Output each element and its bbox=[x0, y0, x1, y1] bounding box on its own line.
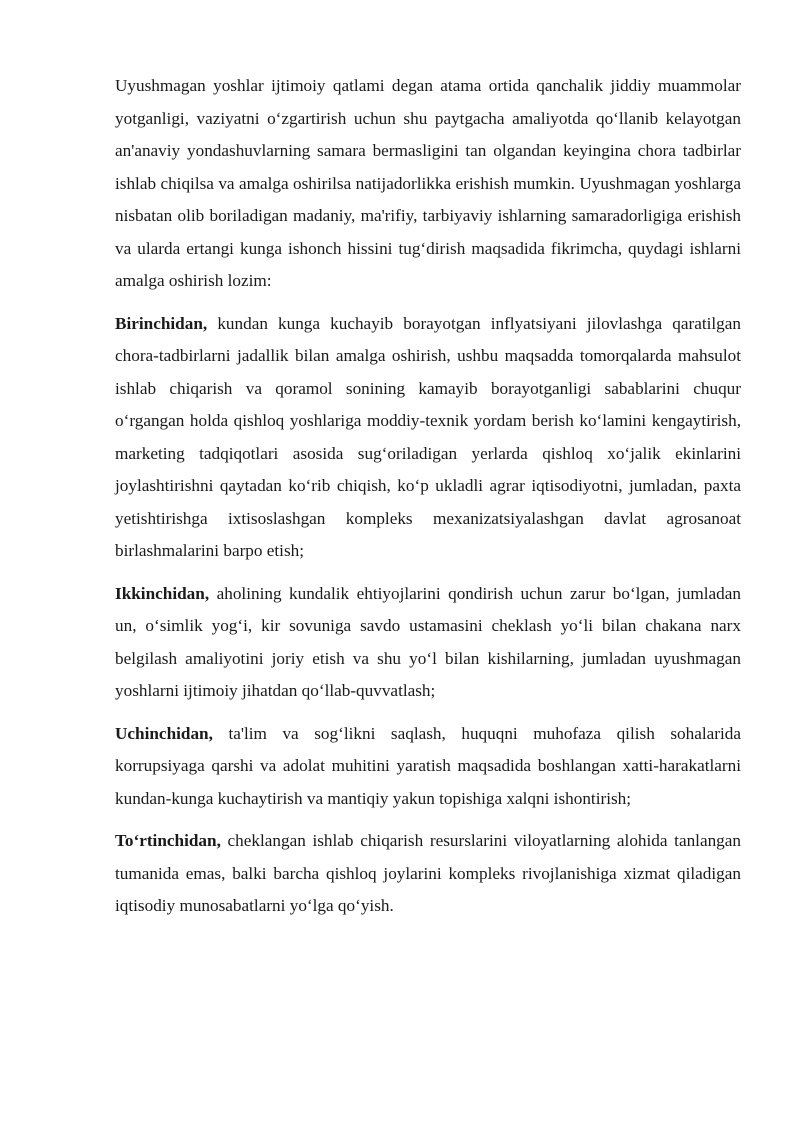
point-lead-2: Ikkinchidan, bbox=[115, 583, 210, 603]
point-paragraph-2 bbox=[115, 578, 741, 708]
point-paragraph-3 bbox=[115, 718, 741, 816]
point-text-2: aholining kundalik ehtiyojlarini qondirish uchun zarur bo‘lgan, jumladan un, o‘simlik yog‘i, kir sovuniga savdo ustamasini cheklash yo‘li bilan chakana narx belgilash amaliyotini joriy etish va shu yo‘l bilan kishilarning, jumladan uyushmagan yoshlarni ijtimoiy jihatdan qo‘llab-quvvatlash; bbox=[115, 583, 742, 700]
point-text-4: cheklangan ishlab chiqarish resurslarini viloyatlarning alohida tanlangan tumanida emas, balki barcha qishloq joylarini kompleks rivojlanishiga xizmat qiladigan iqtisodiy munosabatlarni yo‘lga qo‘yish. bbox=[115, 831, 741, 915]
point-lead-4: To‘rtinchidan, bbox=[115, 831, 221, 850]
document-page bbox=[115, 70, 741, 933]
point-text-1: kundan kunga kuchayib borayotgan inflyatsiyani jilovlashga qaratilgan chora-tadbirlarni jadallik bilan amalga oshirish, ushbu maqsadda tomorqalarda mahsulot ishlab chiqarish va qoramol sonining kamayib borayotganligi sabablarini chuqur o‘rgangan holda qishloq yoshlariga moddiy-texnik yordam berish ko‘lamini kengaytirish, marketing tadqiqotlari asosida sug‘oriladigan yerlarda qishloq xo‘jalik ekinlarini joylashtirishni qaytadan ko‘rib chiqish, ko‘p ukladli agrar iqtisodiyotni, jumladan, paxta yetishtirishga ixtisoslashgan kompleks mexanizatsiyalashgan davlat agrosanoat birlashmalarini barpo etish; bbox=[115, 313, 742, 560]
intro-paragraph: Uyushmagan yoshlar ijtimoiy qatlami degan atama ortida qanchalik jiddiy muammolar yotganligi, vaziyatni o‘zgartirish uchun shu paytgacha amaliyotda qo‘llanib kelayotgan an'anaviy yondashuvlarning samara bermasligini tan olgandan keyingina chora tadbirlar ishlab chiqilsa va amalga oshirilsa natijadorlikka erishish mumkin. Uyushmagan yoshlarga nisbatan olib boriladigan madaniy, ma'rifiy, tarbiyaviy ishlarning samaradorligiga erishish va ularda ertangi kunga ishonch hissini tug‘dirish maqsadida fikrimcha, quydagi ishlarni amalga oshirish lozim: bbox=[115, 76, 741, 290]
point-paragraph-4 bbox=[115, 825, 741, 923]
point-lead-1: Birinchidan, bbox=[115, 313, 208, 333]
point-lead-3: Uchinchidan, bbox=[115, 723, 213, 743]
point-paragraph-1 bbox=[115, 308, 741, 568]
point-text-3: ta'lim va sog‘likni saqlash, huquqni muhofaza qilish sohalarida korrupsiyaga qarshi va adolat muhitini yaratish maqsadida boshlangan xatti-harakatlarni kundan-kunga kuchaytirish va mantiqiy yakun topishiga xalqni ishontirish; bbox=[115, 723, 741, 808]
